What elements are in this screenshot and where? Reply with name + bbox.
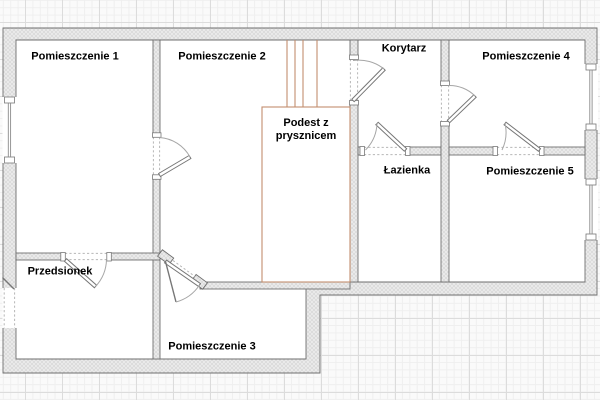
room-label-room-5: Pomieszczenie 5 [486,165,574,178]
room-label-korytarz: Korytarz [381,42,427,55]
room-label-room-3: Pomieszczenie 3 [168,340,256,353]
room-label-room-2: Pomieszczenie 2 [178,50,266,63]
korytarz-area[interactable] [358,40,441,147]
wall-room2-room3[interactable] [200,282,350,289]
room-1-area[interactable] [16,40,153,253]
window-right-room5[interactable] [585,179,599,240]
room-areas [16,40,585,359]
room-label-podest: Podest z prysznicem [275,117,337,142]
room-2-area[interactable] [160,40,350,282]
window-left[interactable] [3,97,17,163]
wall-room1-room2[interactable] [153,40,160,359]
room-label-przedsionek: Przedsionek [27,265,93,278]
room-label-room-4: Pomieszczenie 4 [482,50,570,63]
window-right-room4[interactable] [585,64,599,130]
room-label-room-1: Pomieszczenie 1 [31,50,119,63]
wall-korytarz-room4[interactable] [441,40,449,282]
room-label-lazienka: Łazienka [383,164,431,177]
